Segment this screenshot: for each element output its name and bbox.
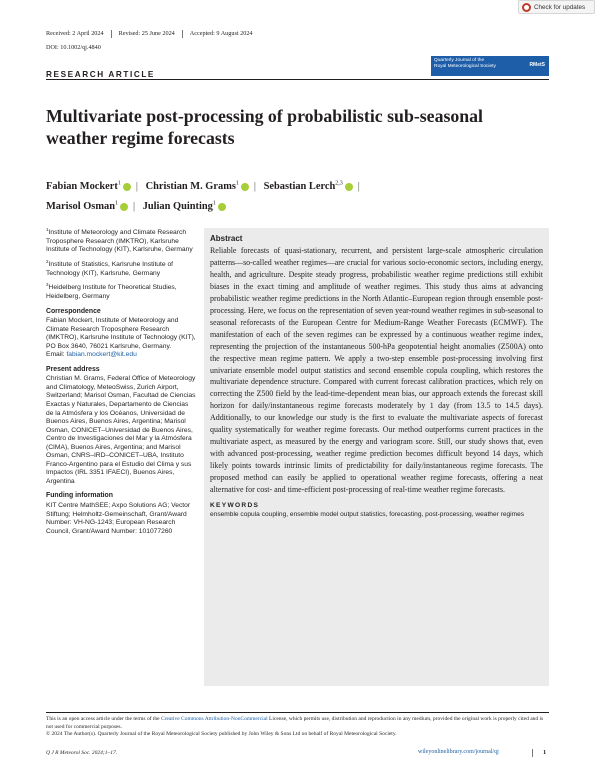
- orcid-icon[interactable]: [120, 203, 128, 211]
- affiliation: $^2$Institute of Statistics, Karlsruhe Institute of Technology (KIT), Karlsruhe, Germany: [46, 258, 174, 277]
- copyright: © 2024 The Author(s). Quarterly Journal of the Royal Meteorological Society published by John Wiley & Sons Ltd on behalf of Royal Meteorological Society.: [46, 731, 397, 738]
- abstract-box: [204, 228, 549, 686]
- abstract-heading: Abstract: [210, 234, 243, 243]
- funding-heading: Funding information: [46, 492, 113, 500]
- license-link[interactable]: Creative Commons Attribution-NonCommercial: [161, 716, 268, 722]
- revised-date: Revised: 25 June 2024: [118, 30, 175, 37]
- date-separator: [182, 30, 183, 38]
- accepted-date: Accepted: 9 August 2024: [189, 30, 253, 37]
- paper-title: Multivariate post-processing of probabilistic sub-seasonal weather regime forecasts: [46, 106, 483, 148]
- footer-divider: [46, 712, 549, 713]
- journal-logo: [431, 56, 549, 76]
- author[interactable]: Julian Quinting$^1$: [143, 201, 226, 212]
- funding-text: KIT Centre MathSEE; Axpo Solutions AG; Vector Stiftung; Helmholtz-Gemeinschaft, Grant/Award Number: VH-NG-1243; European Research Council, Grant/Award Number: 101077260: [46, 502, 191, 535]
- affiliation: $^1$Institute of Meteorology and Climate Research Troposphere Research (IMKTRO), Karlsruhe Institute of Technology (KIT), Karlsruhe, Germany: [46, 227, 193, 254]
- affiliations-column: [46, 226, 196, 539]
- date-separator: [111, 30, 112, 38]
- rmets-badge: RMetS: [529, 62, 545, 68]
- orcid-icon[interactable]: [123, 183, 131, 191]
- keywords-heading: KEYWORDS: [210, 502, 260, 510]
- article-dates: [46, 30, 253, 38]
- license-notice: This is an open access article under the terms of the Creative Commons Attribution-NonCommercial License, which permits use, distribution and reproduction in any medium, provided the original work is properly cited and is not used for commercial purposes. © 2024 The Author(s). Quarterly Journal of the Royal Meteorological Society published by John Wiley & Sons Ltd on behalf of Royal Meteorological Society.: [46, 716, 544, 738]
- orcid-icon[interactable]: [218, 203, 226, 211]
- keywords-text: ensemble copula coupling, ensemble model output statistics, forecasting, post-processing, weather regimes: [210, 511, 525, 519]
- present-address-heading: Present address: [46, 365, 100, 373]
- journal-url-link[interactable]: wileyonlinelibrary.com/journal/qj: [418, 749, 499, 755]
- author-list: Fabian Mockert$^1$ | Christian M. Grams$^1$ | Sebastian Lerch$^{2,3}$ | Marisol Osman$^1$ | Julian Quinting$^1$: [46, 181, 360, 212]
- author[interactable]: Christian M. Grams$^1$: [146, 181, 249, 192]
- affiliation: $^3$Heidelberg Institute for Theoretical Studies, Heidelberg, Germany: [46, 282, 177, 300]
- present-address-text: Christian M. Grams, Federal Office of Meteorology and Climatology, MeteoSwiss, Zurich Airport, Switzerland; Marisol Osman, Facultad de Ciencias Exactas y Naturales, Departamento de Ciencias de la Atmósfera y los Océanos, Universidad de Buenos Aires, Buenos Aires, Argentina; Marisol Osman, CONICET–Universidad de Buenos Aires, Centro de Investigaciones del Mar y la Atmósfera (CIMA), Buenos Aires, Argentina; and Marisol Osman, CNRS–IRD–CONICET–UBA, Instituto Franco-Argentino para el Estudio del Clima y sus Impactos (IRL 3351 IFAECI), Buenos Aires, Argentina: [46, 375, 196, 485]
- header-divider: [46, 79, 549, 80]
- journal-logo-line1: Quarterly Journal of the: [434, 58, 485, 63]
- journal-logo-line2: Royal Meteorological Society: [434, 64, 496, 69]
- email-link[interactable]: fabian.mockert@kit.edu: [66, 351, 137, 359]
- correspondence-heading: Correspondence: [46, 307, 101, 315]
- correspondence-text: Fabian Mockert, Institute of Meteorology and Climate Research Troposphere Research (IMKTRO), Karlsruhe Institute of Technology (KIT), PO Box 3640, 76021 Karlsruhe, Germany. Email: fabian.mockert@kit.edu: [46, 317, 196, 359]
- article-type: RESEARCH ARTICLE: [46, 70, 155, 79]
- author[interactable]: Fabian Mockert$^1$: [46, 181, 131, 192]
- page-number: 1: [543, 749, 547, 756]
- abstract-text: Reliable forecasts of quasi-stationary, recurrent, and persistent large-scale atmospheric circulation patterns—so-called weather regimes—are crucial for various socio-economic sectors, including energy, health, and agriculture. Despite steady progress, probabilistic weather regime predictions still exhibit biases in the exact timing and amplitude of weather regimes. This study thus aims at advancing probabilistic weather regime predictions in the North Atlantic–European region through ensemble post-processing. Here, we focus on the representation of seven year-round weather regimes in sub-seasonal to seasonal reforecasts of the European Centre for Medium-Range Weather Forecasts (ECMWF). The manifestation of each of the seven regimes can be expressed by a continuous weather regime index, representing the projection of the instantaneous 500-hPa geopotential height anomalies (Z500A) onto the respective mean regime pattern. We apply a two-step ensemble post-processing involving first univariate ensemble model output statistics and second ensemble copula coupling, which restores the multivariate dependence structure. Compared with current forecast calibration practices, which rely on correcting the Z500 field by the lead-time-dependent mean bias, our approach extends the forecast skill horizon for daily/instantaneous regime forecasts moderately by 1 day (from 13.5 to 14.5 days). Additionally, to our knowledge our study is the first to evaluate the multivariate aspects of forecast quality systematically for weather regime forecasts. Our method outperforms current practices in the multivariate aspect, as measured by the energy and variogram score. Still, our study shows that, even with advanced post-processing, weather regime prediction becomes difficult beyond 14 days, which likely points towards intrinsic limits of predictability for daily/instantaneous regime forecasts. The proposed method can easily be applied to operational weather regime forecasts, offering a neat alternative for cost- and time-efficient post-processing of real-time weather regime forecasts.: [210, 246, 543, 495]
- journal-citation: Q J R Meteorol Soc. 2024;1–17.: [46, 750, 118, 756]
- orcid-icon[interactable]: [241, 183, 249, 191]
- author[interactable]: Sebastian Lerch$^{2,3}$: [264, 181, 353, 192]
- author[interactable]: Marisol Osman$^1$: [46, 201, 128, 212]
- received-date: Received: 2 April 2024: [46, 30, 104, 37]
- check-updates-icon: [522, 3, 531, 12]
- check-updates-label: Check for updates: [534, 3, 586, 11]
- check-for-updates-button[interactable]: [518, 0, 595, 14]
- footer-separator: [532, 749, 533, 757]
- orcid-icon[interactable]: [345, 183, 353, 191]
- doi[interactable]: DOI: 10.1002/qj.4840: [46, 44, 101, 51]
